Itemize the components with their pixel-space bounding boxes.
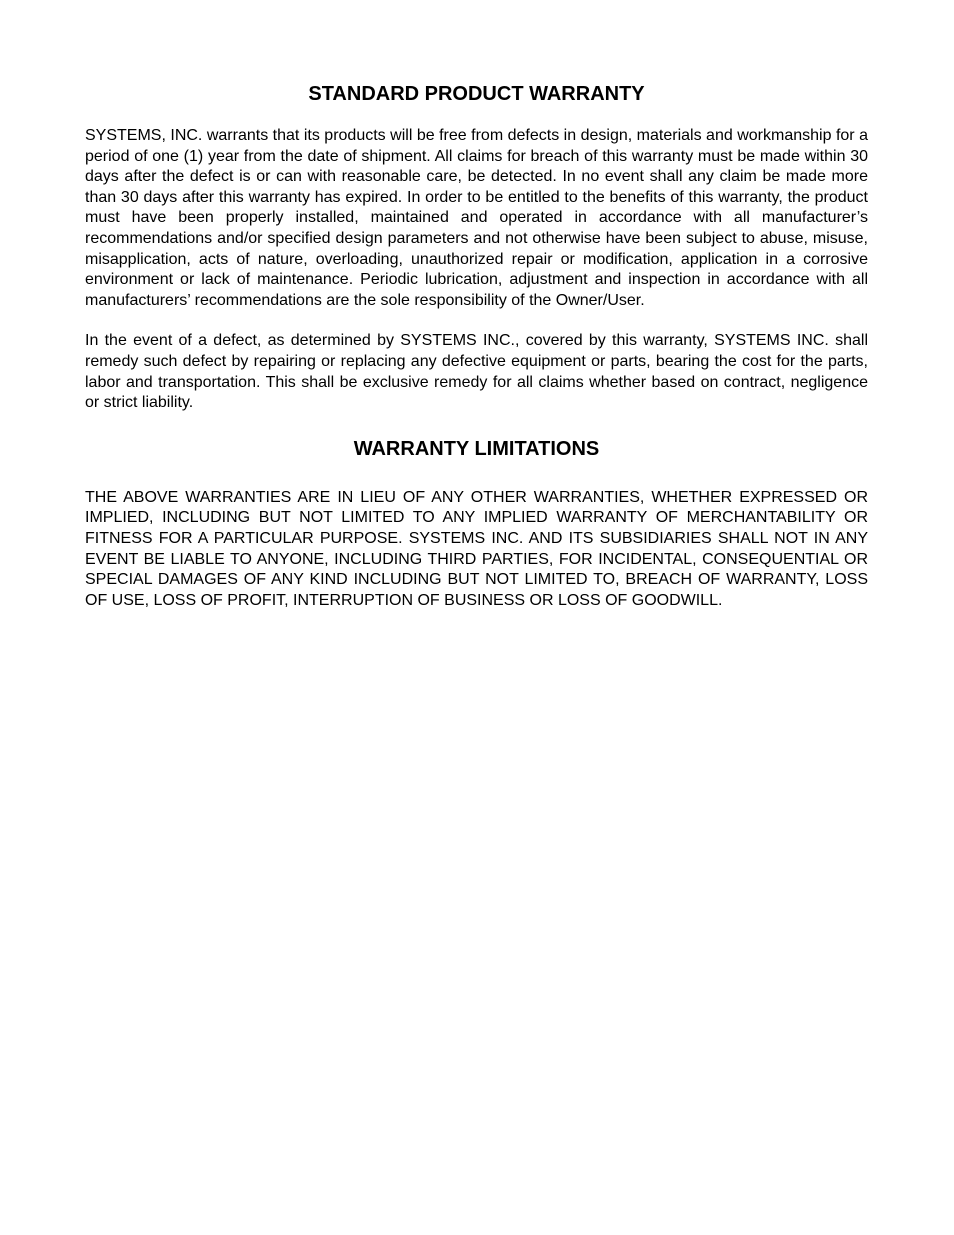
warranty-remedy-paragraph: In the event of a defect, as determined by SYSTEMS INC., covered by this warranty, SYSTEMS INC. shall remedy such defect by repairing or replacing any defective equipment or parts, bearing the cost for the parts, labor and transportation. This shall be exclusive remedy for all claims whether based on contract, negligence or strict liability. xyxy=(85,332,868,412)
standard-product-warranty-heading: STANDARD PRODUCT WARRANTY xyxy=(308,83,645,105)
warranty-terms-paragraph: SYSTEMS, INC. warrants that its products will be free from defects in design, materials and workmanship for a period of one (1) year from the date of shipment. All claims for breach of this warranty must be made within 30 days after the defect is or can with reasonable care, be detected. In no event shall any claim be made more than 30 days after this warranty has expired. In order to be entitled to the benefits of this warranty, the product must have been properly installed, maintained and operated in accordance with all manufacturer’s recommendations and/or specified design parameters and not otherwise have been subject to abuse, misuse, misapplication, acts of nature, overloading, unauthorized repair or modification, application in a corrosive environment or lack of maintenance. Periodic lubrication, adjustment and inspection in accordance with all manufacturers’ recommendations are the sole responsibility of the Owner/User. xyxy=(85,127,868,309)
warranty-limitations-paragraph: THE ABOVE WARRANTIES ARE IN LIEU OF ANY OTHER WARRANTIES, WHETHER EXPRESSED OR IMPLIED, INCLUDING BUT NOT LIMITED TO ANY IMPLIED WARRANTY OF MERCHANTABILITY OR FITNESS FOR A PARTICULAR PURPOSE. SYSTEMS INC. AND ITS SUBSIDIARIES SHALL NOT IN ANY EVENT BE LIABLE TO ANYONE, INCLUDING THIRD PARTIES, FOR INCIDENTAL, CONSEQUENTIAL OR SPECIAL DAMAGES OF ANY KIND INCLUDING BUT NOT LIMITED TO, BREACH OF WARRANTY, LOSS OF USE, LOSS OF PROFIT, INTERRUPTION OF BUSINESS OR LOSS OF GOODWILL. xyxy=(85,488,868,609)
warranty-limitations-heading: WARRANTY LIMITATIONS xyxy=(353,437,600,460)
